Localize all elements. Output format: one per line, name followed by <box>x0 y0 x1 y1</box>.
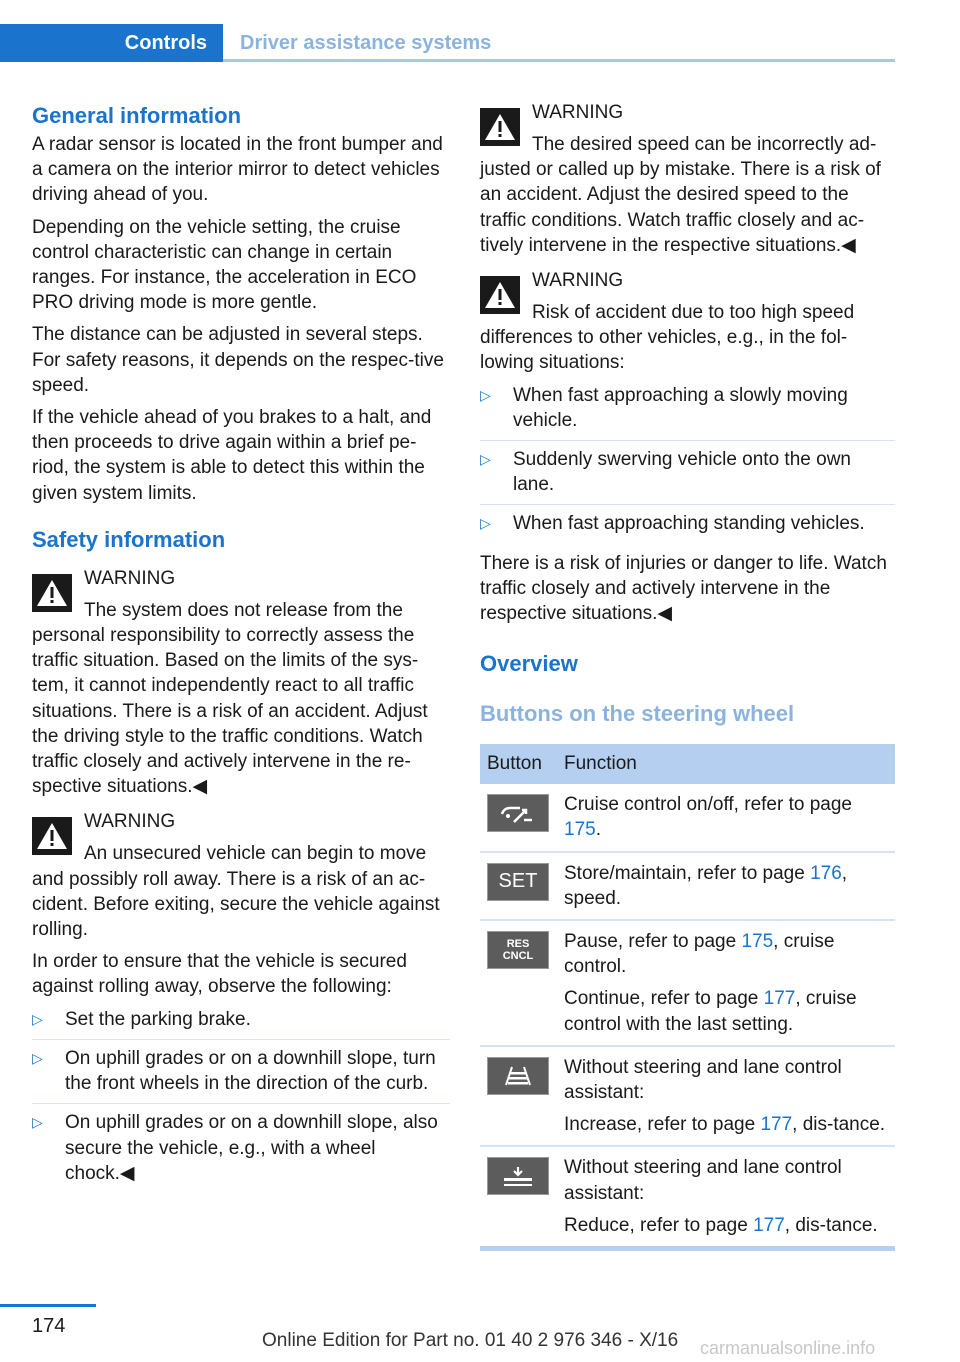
set-icon: SET <box>487 863 549 901</box>
watermark: carmanualsonline.info <box>700 1338 876 1358</box>
rolling-paragraph: In order to ensure that the vehicle is secured against rolling away, observe the following: <box>32 951 407 998</box>
warning-triangle-icon <box>480 108 520 146</box>
list-item: ▷ When fast approaching standing vehicles. <box>480 511 895 543</box>
general-information-heading: General information <box>32 103 242 128</box>
page-header <box>0 24 895 62</box>
warning-triangle-icon <box>32 817 72 855</box>
triangle-bullet-icon: ▷ <box>480 386 491 403</box>
warning-triangle-icon <box>480 276 520 314</box>
warning-block-2 <box>32 809 450 942</box>
triangle-bullet-icon: ▷ <box>32 1010 43 1027</box>
edition-text: Online Edition for Part no. 01 40 2 976 346 - X/16 <box>262 1330 679 1351</box>
triangle-bullet-icon: ▷ <box>32 1114 43 1131</box>
footer-rule <box>0 1304 96 1307</box>
buttons-table <box>480 744 895 1251</box>
table-row <box>480 1046 895 1147</box>
triangle-bullet-icon: ▷ <box>480 515 491 532</box>
distance-decrease-icon <box>487 1157 549 1195</box>
general-paragraph-2: Depending on the vehicle setting, the cruise control characteristic can change in certain ranges. For instance, the acceleration in ECO PRO driving mode is more gentle. <box>32 216 417 314</box>
page-link[interactable]: 177 <box>760 1114 793 1136</box>
warning-title: WARNING <box>532 270 624 292</box>
table-row <box>480 920 895 1046</box>
left-column <box>32 100 450 1200</box>
triangle-bullet-icon: ▷ <box>32 1049 43 1066</box>
table-header-row <box>480 744 895 784</box>
function-cell: Cruise control on/off, refer to page 175. <box>557 784 895 851</box>
list-item: ▷ Set the parking brake. <box>32 1007 450 1040</box>
chapter-tab: Controls <box>0 24 223 62</box>
overview-heading: Overview <box>480 651 578 677</box>
warning-block-1 <box>32 566 450 800</box>
speed-difference-list <box>480 383 895 544</box>
table-row <box>480 784 895 851</box>
general-paragraph-3: The distance can be adjusted in several steps. For safety reasons, it depends on the respec‐tive speed. <box>32 324 444 396</box>
list-item: ▷ Suddenly swerving vehicle onto the own lane. <box>480 447 895 505</box>
risk-paragraph: There is a risk of injuries or danger to life. Watch traffic closely and actively intervene in the respective situations.◀ <box>480 552 887 625</box>
list-item: ▷ On uphill grades or on a downhill slope, turn the front wheels in the direction of the curb. <box>32 1046 450 1104</box>
warning-text: Risk of accident due to too high speed differences to other vehicles, e.g., in the fol‐lowing situations: <box>480 302 855 374</box>
col-header-function: Function <box>557 744 895 784</box>
col-header-button: Button <box>480 744 557 784</box>
header-rule <box>223 59 895 62</box>
rolling-list <box>32 1007 450 1193</box>
right-column <box>480 100 895 1251</box>
warning-text: The system does not release from the personal responsibility to correctly assess the traffic situation. Based on the limits of the sys‐tem, it cannot independently react to all traffic situations. There is a risk of an accident. Adjust the driving style to the traffic conditions. Watch traffic closely and actively intervene in the re‐spective situations.◀ <box>32 599 428 798</box>
table-row <box>480 852 895 920</box>
safety-information-heading: Safety information <box>32 526 226 552</box>
warning-title: WARNING <box>84 567 176 589</box>
distance-increase-icon <box>487 1057 549 1095</box>
general-paragraph-1: A radar sensor is located in the front bumper and a camera on the interior mirror to detect vehicles driving ahead of you. <box>32 134 443 206</box>
function-cell: Without steering and lane control assistant: Reduce, refer to page 177, dis‐tance. <box>557 1146 895 1248</box>
buttons-heading: Buttons on the steering wheel <box>480 701 795 727</box>
list-item: ▷ On uphill grades or on a downhill slope, also secure the vehicle, e.g., with a wheel chock.◀ <box>32 1112 438 1184</box>
cruise-control-icon <box>487 794 549 832</box>
page-link[interactable]: 175 <box>741 931 774 953</box>
list-item: ▷ When fast approaching a slowly moving vehicle. <box>480 383 895 441</box>
page-link[interactable]: 175 <box>564 819 596 841</box>
table-row <box>480 1146 895 1248</box>
function-cell: Pause, refer to page 175, cruise control. Continue, refer to page 177, cruise control with the last setting. <box>557 920 895 1046</box>
page-link[interactable]: 177 <box>753 1214 785 1236</box>
triangle-bullet-icon: ▷ <box>480 451 491 468</box>
warning-title: WARNING <box>84 811 176 833</box>
general-paragraph-4: If the vehicle ahead of you brakes to a halt, and then proceeds to drive again within a brief pe‐riod, the system is able to detect this within the given system limits. <box>32 407 432 504</box>
warning-block-3 <box>480 100 895 258</box>
function-cell: Without steering and lane control assistant: Increase, refer to page 177, dis‐tance. <box>557 1046 895 1147</box>
warning-text: An unsecured vehicle can begin to move and possibly roll away. There is a risk of an ac‐cident. Before exiting, secure the vehicle against rolling. <box>32 843 440 941</box>
warning-text: The desired speed can be incorrectly ad‐justed or called up by mistake. There is a risk of an accident. Adjust the desired speed to the traffic conditions. Watch traffic closely and ac‐tively intervene in the respective situations.◀ <box>480 134 881 256</box>
section-title: Driver assistance systems <box>240 32 492 54</box>
page-link[interactable]: 177 <box>763 988 796 1010</box>
warning-block-4 <box>480 268 895 376</box>
warning-title: WARNING <box>532 102 624 123</box>
page-link[interactable]: 176 <box>810 862 842 884</box>
function-cell: Store/maintain, refer to page 176, speed. <box>557 852 895 920</box>
res-cncl-icon: RES CNCL <box>487 931 549 969</box>
warning-triangle-icon <box>32 574 72 612</box>
page-number: 174 <box>32 1315 66 1337</box>
